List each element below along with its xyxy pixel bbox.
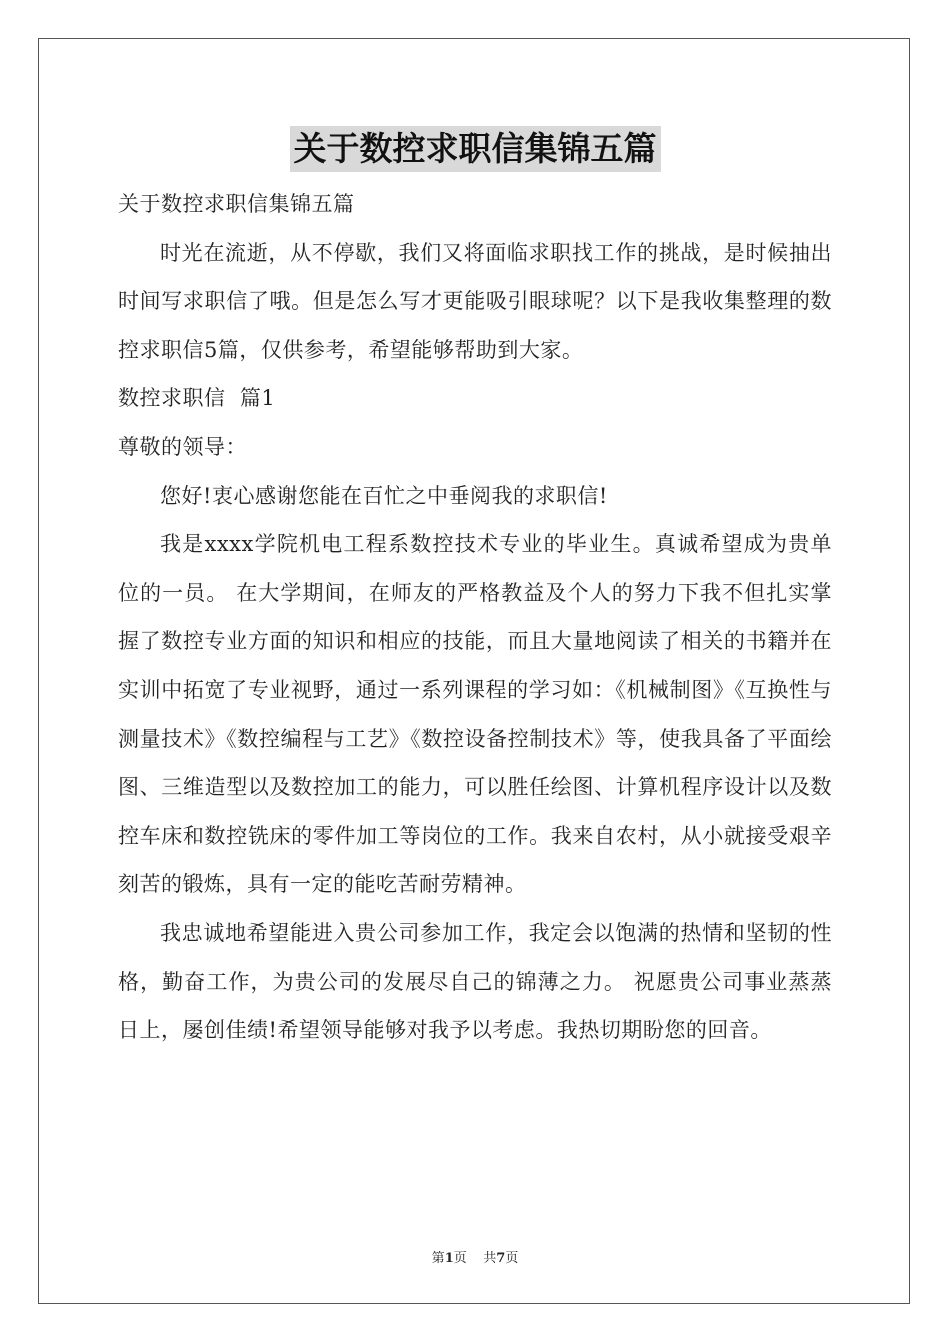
- title-container: [0, 126, 950, 172]
- paragraph-6: 我忠诚地希望能进入贵公司参加工作，我定会以饱满的热情和坚韧的性格，勤奋工作，为贵公司的发展尽自己的锦薄之力。 祝愿贵公司事业蒸蒸日上，屡创佳绩!希望领导能够对我予以考虑。我热切期盼您的回音。: [118, 920, 832, 1043]
- paragraph-5: 我是xxxx学院机电工程系数控技术专业的毕业生。真诚希望成为贵单位的一员。 在大学期间，在师友的严格教益及个人的努力下我不但扎实掌握了数控专业方面的知识和相应的技能，而且大量地阅读了相关的书籍并在实训中拓宽了专业视野，通过一系列课程的学习如：《机械制图》《互换性与测量技术》《数控编程与工艺》《数控设备控制技术》等，使我具备了平面绘图、三维造型以及数控加工的能力，可以胜任绘图、计算机程序设计以及数控车床和数控铣床的零件加工等岗位的工作。我来自农村，从小就接受艰辛刻苦的锻炼，具有一定的能吃苦耐劳精神。: [118, 532, 832, 897]
- footer-page-mid: 页 共: [453, 1251, 497, 1266]
- document-body: [118, 180, 832, 1055]
- footer-page-suffix: 页: [505, 1251, 519, 1266]
- paragraph-0: 关于数控求职信集锦五篇: [118, 192, 355, 216]
- paragraph-2: 数控求职信 篇1: [118, 386, 276, 411]
- footer-page-total: 7: [496, 1251, 506, 1266]
- document-title: 关于数控求职信集锦五篇: [290, 126, 661, 172]
- page-footer: [0, 1247, 950, 1266]
- paragraph-1: 时光在流逝，从不停歇，我们又将面临求职找工作的挑战，是时候抽出时间写求职信了哦。但是怎么写才更能吸引眼球呢？以下是我收集整理的数控求职信5篇，仅供参考，希望能够帮助到大家。: [118, 240, 832, 362]
- paragraph-4: 您好!衷心感谢您能在百忙之中垂阅我的求职信!: [160, 483, 608, 508]
- footer-page-prefix: 第: [431, 1251, 445, 1266]
- paragraph-3: 尊敬的领导：: [118, 434, 247, 459]
- footer-page-current: 1: [444, 1251, 454, 1266]
